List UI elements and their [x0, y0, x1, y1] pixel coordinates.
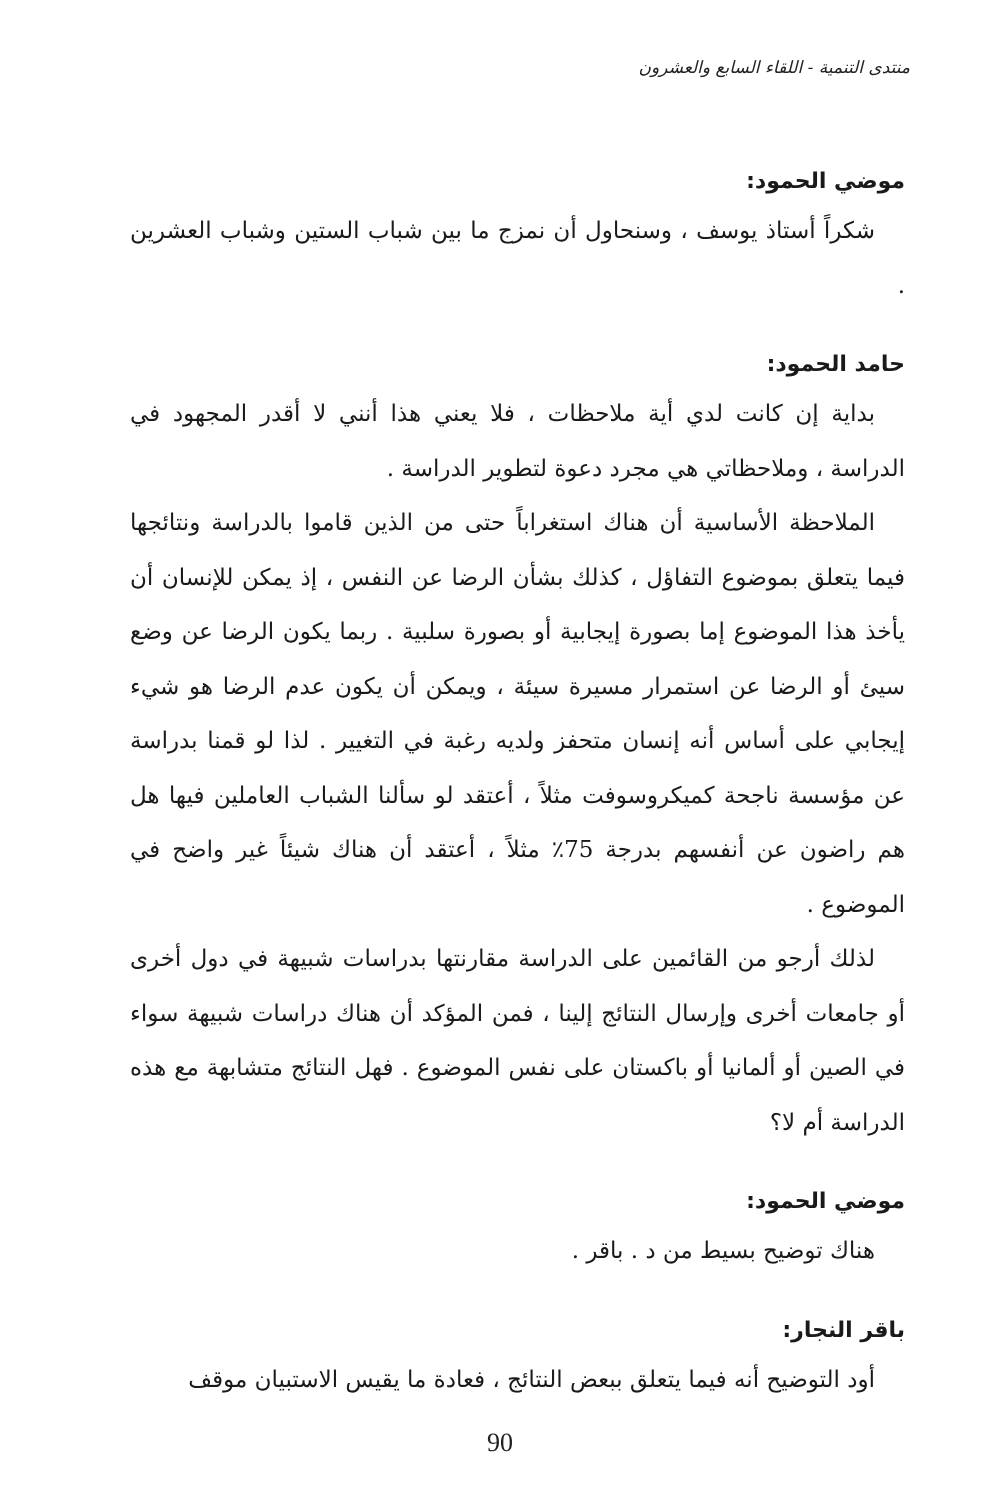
paragraph: لذلك أرجو من القائمين على الدراسة مقارنتها بدراسات شبيهة في دول أخرى أو جامعات أخرى وإرسال النتائج إلينا ، فمن المؤكد أن هناك دراسات شبيهة سواء في الصين أو ألمانيا أو باكستان على نفس الموضوع . فهل النتائج متشابهة مع هذه الدراسة أم لا؟ — [130, 946, 905, 1136]
speaker-name: حامد الحمود: — [766, 352, 905, 377]
speaker-section — [130, 1180, 905, 1279]
paragraph: أود التوضيح أنه فيما يتعلق ببعض النتائج ، فعادة ما يقيس الاستبيان موقف — [188, 1366, 875, 1393]
speaker-section — [130, 343, 905, 1150]
speaker-name: موضي الحمود: — [746, 1189, 905, 1214]
speaker-section — [130, 1309, 905, 1408]
paragraph: شكراً أستاذ يوسف ، وسنحاول أن نمزج ما بين شباب الستين وشباب العشرين . — [130, 218, 905, 299]
speaker-name: باقر النجار: — [782, 1317, 905, 1343]
paragraph: هناك توضيح بسيط من د . باقر . — [571, 1238, 875, 1264]
page-number: 90 — [487, 1428, 513, 1457]
speaker-section — [130, 160, 905, 313]
speaker-name: موضي الحمود: — [746, 169, 905, 194]
page-body — [130, 160, 905, 1407]
running-header: منتدى التنمية - اللقاء السابع والعشرون — [638, 58, 910, 78]
paragraph: الملاحظة الأساسية أن هناك استغراباً حتى من الذين قاموا بالدراسة ونتائجها فيما يتعلق بموضوع التفاؤل ، كذلك بشأن الرضا عن النفس ، إذ يمكن للإنسان أن يأخذ هذا الموضوع إما بصورة إيجابية أو بصورة سلبية . ربما يكون الرضا عن وضع سيئ أو الرضا عن استمرار مسيرة سيئة ، ويمكن أن يكون عدم الرضا هو شيء إيجابي على أساس أنه إنسان متحفز ولديه رغبة في التغيير . لذا لو قمنا بدراسة عن مؤسسة ناجحة كميكروسوفت مثلاً ، أعتقد لو سألنا الشباب العاملين فيها هل هم راضون عن أنفسهم بدرجة 75٪ مثلاً ، أعتقد أن هناك شيئاً غير واضح في الموضوع . — [130, 510, 905, 918]
paragraph: بداية إن كانت لدي أية ملاحظات ، فلا يعني هذا أنني لا أقدر المجهود في الدراسة ، وملاحظاتي هي مجرد دعوة لتطوير الدراسة . — [130, 401, 905, 482]
